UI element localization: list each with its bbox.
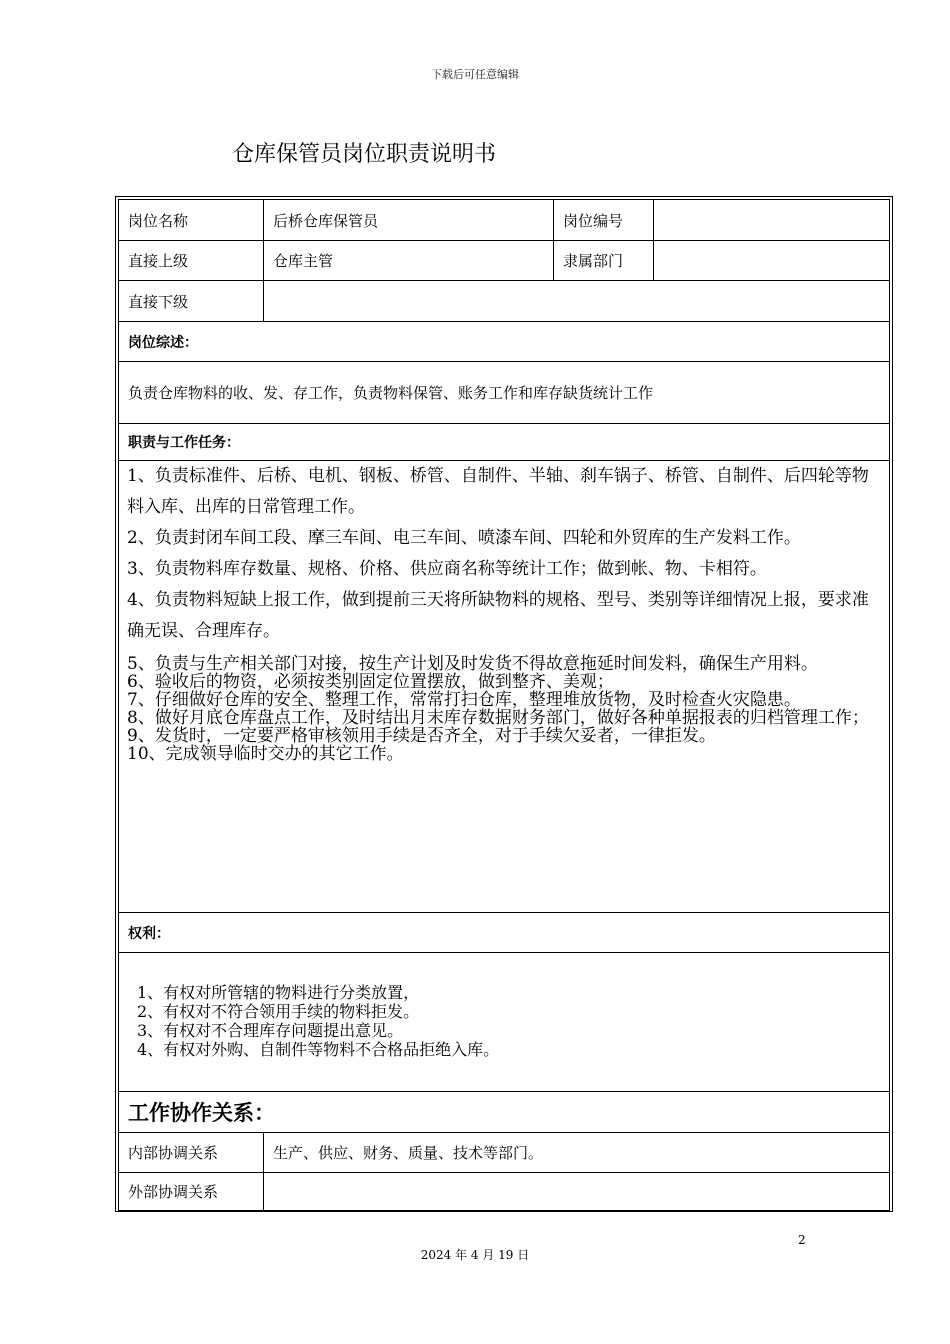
row-summary-text xyxy=(118,361,890,423)
job-description-table xyxy=(115,196,893,1212)
row-duties-body xyxy=(118,460,890,912)
row-position-name xyxy=(118,199,890,240)
row-superior xyxy=(118,240,890,280)
external-coordination-label: 外部协调关系 xyxy=(128,1183,219,1201)
rights-item: 1、有权对所管辖的物料进行分类放置， xyxy=(137,983,420,1002)
subordinate-value xyxy=(263,281,889,321)
duty-item: 4、负责物料短缺上报工作，做到提前三天将所缺物料的规格、型号、类别等详细情况上报，要求准确无误、合理库存。 xyxy=(127,590,869,641)
rights-heading: 权利： xyxy=(128,925,170,942)
superior-label: 直接上级 xyxy=(128,252,189,270)
department-label: 隶属部门 xyxy=(553,241,653,280)
cooperation-heading: 工作协作关系： xyxy=(128,1101,275,1125)
page-number: 2 xyxy=(798,1233,806,1247)
duty-item: 10、完成领导临时交办的其它工作。 xyxy=(127,744,404,764)
duty-item: 3、负责物料库存数量、规格、价格、供应商名称等统计工作；做到帐、物、卡相符。 xyxy=(127,559,767,579)
duty-item: 2、负责封闭车间工段、摩三车间、电三车间、喷漆车间、四轮和外贸库的生产发料工作。 xyxy=(127,528,801,548)
row-rights-body xyxy=(118,952,890,1091)
duty-item: 7、仔细做好仓库的安全、整理工作，常常打扫仓库，整理堆放货物，及时检查火灾隐患。 xyxy=(127,690,801,710)
duty-item: 5、负责与生产相关部门对接，按生产计划及时发货不得故意拖延时间发料，确保生产用料。 xyxy=(127,654,818,674)
summary-heading: 岗位综述： xyxy=(128,334,198,351)
subordinate-label: 直接下级 xyxy=(128,292,189,311)
rights-list xyxy=(137,983,499,1059)
footer-date: 2024 年 4 月 19 日 xyxy=(420,1248,530,1262)
position-code-label: 岗位编号 xyxy=(553,200,653,240)
row-internal-coordination xyxy=(118,1132,890,1172)
row-cooperation-heading xyxy=(118,1091,890,1132)
duties-list xyxy=(127,461,883,763)
position-name-value: 后桥仓库保管员 xyxy=(263,200,553,240)
row-summary-heading xyxy=(118,321,890,361)
position-code-value xyxy=(653,200,889,240)
rights-item: 2、有权对不符合领用手续的物料拒发。 xyxy=(137,1002,420,1021)
rights-item: 3、有权对不合理库存问题提出意见。 xyxy=(137,1021,404,1040)
duty-item: 6、验收后的物资，必须按类别固定位置摆放，做到整齐、美观； xyxy=(127,672,614,692)
rights-item: 4、有权对外购、自制件等物料不合格品拒绝入库。 xyxy=(137,1040,500,1059)
row-external-coordination xyxy=(118,1172,890,1211)
department-value xyxy=(653,241,889,280)
external-coordination-value xyxy=(263,1173,889,1210)
duties-heading: 职责与工作任务： xyxy=(128,435,240,451)
summary-text: 负责仓库物料的收、发、存工作，负责物料保管、账务工作和库存缺货统计工作 xyxy=(128,384,654,402)
internal-coordination-value: 生产、供应、财务、质量、技术等部门。 xyxy=(263,1133,889,1172)
row-subordinate xyxy=(118,280,890,321)
duty-item: 8、做好月底仓库盘点工作，及时结出月末库存数据财务部门，做好各种单据报表的归档管理工作； xyxy=(127,708,869,728)
row-rights-heading xyxy=(118,912,890,952)
document-title: 仓库保管员岗位职责说明书 xyxy=(232,142,497,167)
duty-item: 9、发货时，一定要严格审核领用手续是否齐全，对于手续欠妥者，一律拒发。 xyxy=(127,726,716,746)
position-name-label: 岗位名称 xyxy=(128,211,189,230)
header-note: 下载后可任意编辑 xyxy=(431,68,519,81)
internal-coordination-label: 内部协调关系 xyxy=(128,1144,219,1162)
superior-value: 仓库主管 xyxy=(263,241,553,280)
row-duties-heading xyxy=(118,423,890,460)
duty-item: 1、负责标准件、后桥、电机、钢板、桥管、自制件、半轴、刹车锅子、桥管、自制件、后四轮等物料入库、出库的日常管理工作。 xyxy=(127,466,869,517)
